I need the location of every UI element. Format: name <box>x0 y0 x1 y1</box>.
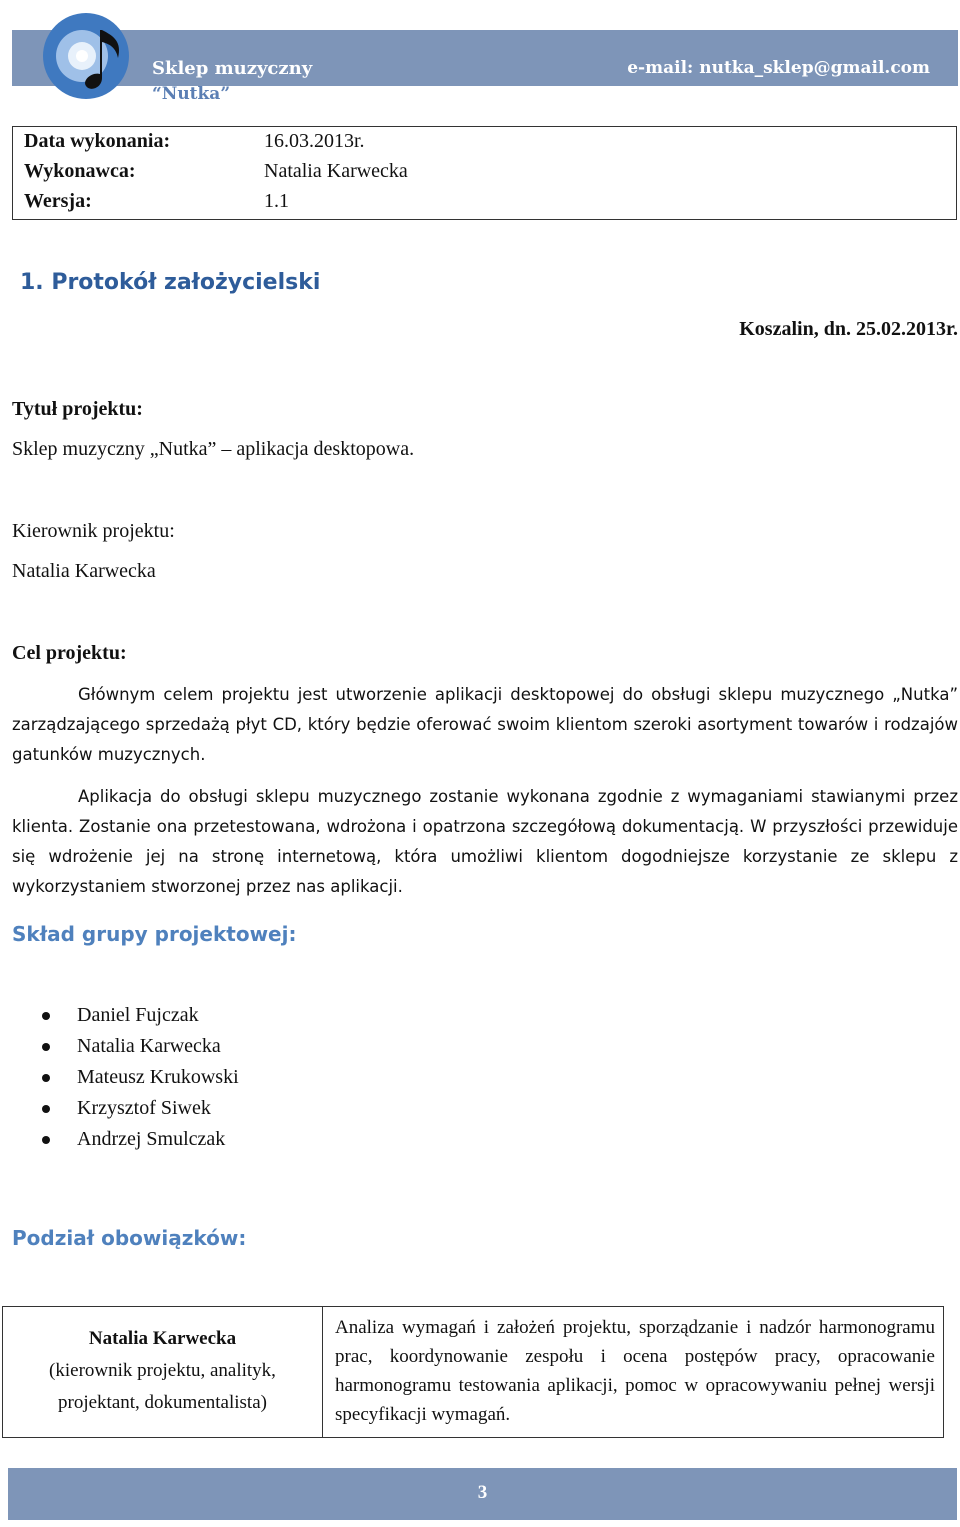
goal-paragraph-2: Aplikacja do obsługi sklepu muzycznego zostanie wykonana zgodnie z wymaganiami stawianymi przez klienta. Zostanie ona przetestowana, wdrożona i opatrzona szczegółową dokumentacją. W przyszłości przewiduje się wdrożenie jej na stronę internetową, która umożliwi klientom dogodniejsze korzystanie ze sklepu z wykorzystaniem stworzonej przez nas aplikacji. <box>12 787 958 896</box>
member-name: Krzysztof Siwek <box>77 1097 211 1119</box>
bullet-dot-icon <box>42 1043 50 1051</box>
brand-name: Sklep muzyczny <box>152 58 313 79</box>
bullet-dot-icon <box>42 1136 50 1144</box>
meta-value: 1.1 <box>264 190 289 212</box>
duty-person-roles: (kierownik projektu, analityk, projektant, dokumentalista) <box>49 1360 276 1413</box>
meta-label: Wersja: <box>24 190 92 212</box>
meta-label: Data wykonania: <box>24 130 171 152</box>
meta-value: 16.03.2013r. <box>264 130 365 152</box>
team-heading: Skład grupy projektowej: <box>12 922 297 946</box>
project-manager-label: Kierownik projektu: <box>12 520 175 542</box>
brand-subtitle: “Nutka” <box>152 84 231 104</box>
list-item <box>42 1124 239 1155</box>
member-name: Andrzej Smulczak <box>77 1128 226 1150</box>
project-title-value: Sklep muzyczny „Nutka” – aplikacja desktopowa. <box>12 438 415 460</box>
header-email: e-mail: nutka_sklep@gmail.com <box>627 58 930 78</box>
meta-label: Wykonawca: <box>24 160 136 182</box>
member-name: Mateusz Krukowski <box>77 1066 239 1088</box>
project-manager-value: Natalia Karwecka <box>12 560 156 582</box>
place-date: Koszalin, dn. 25.02.2013r. <box>739 318 958 340</box>
duty-tasks-cell: Analiza wymagań i założeń projektu, sporządzanie i nadzór harmonogramu prac, koordynowanie zespołu i ocena postępów pracy, opracowanie harmonogramu testowania aplikacji, pomoc w opracowywaniu pełnej wersji specyfikacji wymagań. <box>335 1317 935 1425</box>
member-name: Daniel Fujczak <box>77 1004 199 1026</box>
list-item <box>42 1031 239 1062</box>
meta-value: Natalia Karwecka <box>264 160 408 182</box>
bullet-dot-icon <box>42 1012 50 1020</box>
member-name: Natalia Karwecka <box>77 1035 221 1057</box>
list-item <box>42 1093 239 1124</box>
list-item <box>42 1000 239 1031</box>
duty-person-cell <box>3 1307 323 1437</box>
music-note-disc-icon <box>42 12 136 100</box>
team-member-list <box>42 1000 239 1155</box>
duties-table <box>2 1306 944 1438</box>
project-goal-label: Cel projektu: <box>12 642 127 664</box>
bullet-dot-icon <box>42 1074 50 1082</box>
duty-person-name: Natalia Karwecka <box>88 1328 237 1349</box>
footer-banner <box>8 1468 957 1520</box>
page-number: 3 <box>477 1482 488 1503</box>
section-title: 1. Protokół założycielski <box>20 270 321 295</box>
list-item <box>42 1062 239 1093</box>
duties-heading: Podział obowiązków: <box>12 1226 247 1250</box>
goal-paragraph-1: Głównym celem projektu jest utworzenie aplikacji desktopowej do obsługi sklepu muzycznego „Nutka” zarządzającego sprzedażą płyt CD, który będzie oferować swoim klientom szeroki asortyment towarów i rodzajów gatunków muzycznych. <box>12 685 958 764</box>
project-goal-text <box>12 680 958 902</box>
project-title-label: Tytuł projektu: <box>12 398 143 420</box>
bullet-dot-icon <box>42 1105 50 1113</box>
